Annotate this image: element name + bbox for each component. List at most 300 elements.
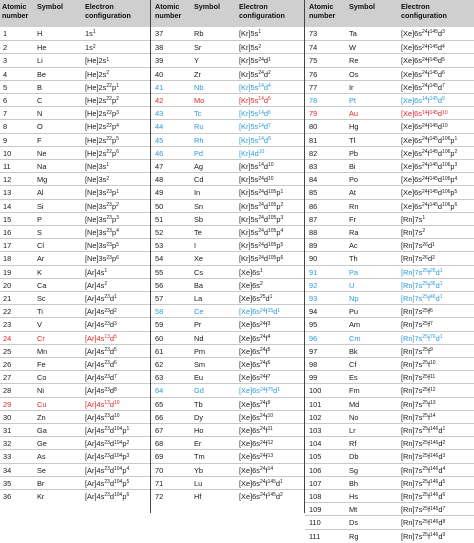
symbol-cell: Ir [349,82,354,92]
table-row [151,370,304,384]
table-row [305,463,474,477]
electron-configuration-cell: $[He]2s^{22}p^2$ [85,96,119,105]
symbol-cell: Na [37,162,47,171]
table-row [305,27,474,40]
atomic-number-cell: 84 [309,175,318,185]
table-row [151,331,304,345]
table-row [151,357,304,371]
atomic-number-cell: 10 [3,148,12,158]
table-header [305,0,474,27]
atomic-number-cell: 38 [155,43,164,53]
electron-configuration-cell: $[Ne]3s^{23}p^1$ [85,188,119,198]
table-row [305,344,474,358]
atomic-number-cell: 111 [309,531,321,541]
atomic-number-cell: 2 [3,43,8,53]
table-row [151,106,304,120]
atomic-number-cell: 16 [3,228,12,237]
symbol-cell: Ti [37,307,43,317]
header-symbol: Symbol [194,2,220,11]
table-row [0,251,150,265]
electron-configuration-cell: $[Xe]6s^{24}f^{145}d^{106}p^2$ [401,148,458,158]
electron-configuration-cell: $[Xe]6s^{24}f^{145}d^{106}p^5$ [401,188,458,198]
table-row [0,238,150,252]
electron-configuration-cell: $[Kr]5s^{14}d^7$ [239,122,271,132]
electron-configuration-cell: $[Kr]5s^{24}d^{105}p^6$ [239,254,284,264]
atomic-number-cell: 65 [155,399,164,409]
electron-configuration-cell: $[Kr]5s^{14}d^4$ [239,82,271,92]
atomic-number-cell: 64 [155,386,164,396]
symbol-cell: Nd [194,333,204,343]
electron-configuration-cell: $[Kr]5s^{24}d^{105}p^1$ [239,188,284,198]
electron-configuration-cell: $[Kr]5s^{14}d^{10}$ [239,162,274,171]
table-row [151,423,304,437]
table-row [305,225,474,239]
atomic-number-cell: 68 [155,439,164,449]
electron-configuration-cell: $[Xe]6s^{24}f^{145}d^{106}p^1$ [401,135,458,145]
symbol-cell: Nb [194,82,204,92]
atomic-number-cell: 71 [155,478,164,488]
symbol-cell: Eu [194,373,204,383]
symbol-cell: Cl [37,241,44,251]
symbol-cell: Mt [349,505,358,515]
atomic-number-cell: 14 [3,201,12,211]
atomic-number-cell: 45 [155,135,164,145]
table-row [305,423,474,437]
table-row [151,291,304,305]
symbol-cell: Mg [37,175,48,185]
electron-configuration-cell: $[Rn]7s^{25}f^9$ [401,346,433,356]
symbol-cell: Ba [194,280,204,290]
table-row [305,502,474,516]
symbol-cell: Li [37,56,43,66]
table-row [151,383,304,397]
electron-configuration-cell: $[Kr]5s^{14}d^5$ [239,96,271,105]
symbol-cell: He [37,43,47,53]
atomic-number-cell: 17 [3,241,12,251]
electron-configuration-cell: $[Xe]6s^{14}f^{145}d^9$ [401,96,445,105]
symbol-cell: Db [349,452,359,462]
column-block-2 [150,0,304,513]
electron-configuration-cell: $[Ar]4s^{23}d^3$ [85,320,117,330]
atomic-number-cell: 61 [155,346,164,356]
atomic-number-cell: 20 [3,280,12,290]
table-row [305,80,474,94]
electron-configuration-cell: $[Ne]3s^{23}p^4$ [85,228,119,237]
table-row [305,291,474,305]
symbol-cell: Sc [37,294,46,303]
header-symbol: Symbol [37,2,63,11]
atomic-number-cell: 31 [3,426,12,435]
symbol-cell: Cf [349,360,357,369]
atomic-number-cell: 104 [309,439,322,449]
electron-configuration-cell: $[Kr]5s^{24}d^{105}p^2$ [239,201,284,211]
electron-configuration-cell: $[Xe]6s^{24}f^{14}$ [239,465,274,475]
electron-configuration-cell: $[He]2s^{22}p^3$ [85,109,119,119]
table-row [0,476,150,490]
atomic-number-cell: 69 [155,452,164,462]
atomic-number-cell: 78 [309,96,318,105]
symbol-cell: Cr [37,333,45,343]
table-row [305,212,474,226]
electron-configuration-cell: $[Xe]6s^{24}f^9$ [239,399,271,409]
electron-configuration-cell: $[Ar]4s^{13}d^5$ [85,333,117,343]
table-row [151,317,304,331]
symbol-cell: Si [37,201,44,211]
header-symbol: Symbol [349,2,375,11]
symbol-cell: Pd [194,148,204,158]
atomic-number-cell: 34 [3,465,12,475]
atomic-number-cell: 96 [309,333,318,343]
electron-configuration-cell: $[Rn]7s^{26}d^2$ [401,254,435,264]
atomic-number-cell: 108 [309,492,322,501]
atomic-number-cell: 83 [309,162,318,171]
table-row [151,265,304,279]
atomic-number-cell: 30 [3,412,12,422]
electron-configuration-cell: $[Xe]6s^{24}f^{145}d^7$ [401,82,445,92]
symbol-cell: Ga [37,426,47,435]
atomic-number-cell: 67 [155,426,164,435]
electron-configuration-cell: $[Xe]6s^{14}f^{145}d^{10}$ [401,109,448,119]
table-row [0,304,150,318]
table-row [305,106,474,120]
table-row [0,331,150,345]
atomic-number-cell: 54 [155,254,164,264]
electron-configuration-cell: $[Xe]6s^{24}f^{145}d^6$ [401,69,445,79]
table-row [151,238,304,252]
electron-configuration-cell: $[Xe]6s^{24}f^7$ [239,373,271,383]
symbol-cell: As [37,452,46,462]
electron-configuration-cell: $[Rn]7s^{25}f^{146}d^7$ [401,505,446,515]
symbol-cell: Mo [194,96,205,105]
electron-configuration-cell: $[Rn]7s^{25}f^{11}$ [401,373,436,383]
symbol-cell: Rh [194,135,204,145]
electron-configuration-cell: $[Rn]7s^{25}f^{12}$ [401,386,436,396]
table-row [305,278,474,292]
atomic-number-cell: 23 [3,320,12,330]
symbol-cell: Zn [37,412,46,422]
table-row [0,357,150,371]
electron-configuration-cell: $[Xe]6s^{24}f^{145}d^{106}p^4$ [401,175,458,185]
table-row [151,172,304,186]
atomic-number-cell: 42 [155,96,164,105]
table-row [151,27,304,40]
atomic-number-cell: 85 [309,188,318,198]
electron-configuration-cell: $[Rn]7s^{25}f^{146}d^9$ [401,531,446,541]
symbol-cell: Ni [37,386,44,396]
atomic-number-cell: 102 [309,412,322,422]
atomic-number-cell: 4 [3,69,8,79]
symbol-cell: Hf [194,492,202,501]
table-row [0,40,150,54]
table-row [305,317,474,331]
table-row [305,331,474,345]
electron-configuration-cell: $[Ar]4s^{23}d^{104}p^6$ [85,492,130,501]
electron-configuration-cell: $[Ne]3s^1$ [85,162,110,171]
table-row [0,449,150,463]
atomic-number-cell: 15 [3,214,12,224]
atomic-number-cell: 41 [155,82,164,92]
electron-configuration-cell: $[Kr]4d^{10}$ [239,148,265,158]
symbol-cell: Se [37,465,47,475]
atomic-number-cell: 5 [3,82,8,92]
table-row [151,146,304,160]
atomic-number-cell: 47 [155,162,164,171]
table-row [305,529,474,543]
table-row [305,119,474,133]
electron-configuration-cell: $[Ar]4s^1$ [85,267,108,277]
symbol-cell: Re [349,56,359,66]
electron-configuration-cell: $[Rn]7s^{25}f^{146}d^2$ [401,439,446,449]
table-row [0,225,150,239]
electron-configuration-cell: $[Kr]5s^1$ [239,29,262,38]
atomic-number-cell: 91 [309,267,318,277]
electron-configuration-cell: $[Xe]6s^{24}f^{13}$ [239,452,274,462]
table-header [0,0,150,27]
electron-configuration-cell: $[He]2s^2$ [85,69,110,79]
electron-configuration-cell: $[Kr]5s^{24}d^{105}p^3$ [239,214,284,224]
atomic-number-cell: 81 [309,135,318,145]
symbol-cell: Dy [194,412,204,422]
symbol-cell: Hg [349,122,359,132]
electron-configuration-cell: $[Rn]7s^{25}f^{146}d^1$ [401,426,446,435]
symbol-cell: Ds [349,518,359,528]
symbol-cell: Bi [349,162,356,171]
electron-configuration-cell: $[Xe]6s^{24}f^{11}$ [239,426,273,435]
atomic-number-cell: 57 [155,294,164,303]
atomic-number-cell: 43 [155,109,164,119]
electron-configuration-cell: $[Ne]3s^{23}p^2$ [85,201,119,211]
atomic-number-cell: 110 [309,518,321,528]
table-row [0,119,150,133]
symbol-cell: Fe [37,360,46,369]
electron-configuration-cell: $[Rn]7s^{25}f^{146}d^4$ [401,465,446,475]
atomic-number-cell: 29 [3,399,12,409]
table-row [0,172,150,186]
electron-configuration-cell: $[Rn]7s^{25}f^{146}d^8$ [401,518,446,528]
table-row [305,93,474,107]
symbol-cell: Zr [194,69,201,79]
symbol-cell: Rn [349,201,359,211]
electron-configuration-cell: $[Ar]4s^{23}d^{104}p^3$ [85,452,130,462]
table-row [305,251,474,265]
symbol-cell: Fm [349,386,360,396]
symbol-cell: Po [349,175,359,185]
atomic-number-cell: 26 [3,360,12,369]
symbol-cell: Sn [194,201,204,211]
table-row [151,449,304,463]
table-row [151,476,304,490]
electron-configuration-cell: $[Rn]7s^{25}f^{146}d^3$ [401,452,446,462]
symbol-cell: Ne [37,148,47,158]
table-row [0,423,150,437]
table-row [0,27,150,40]
table-row [305,397,474,411]
symbol-cell: Ra [349,228,359,237]
electron-configuration-cell: $[Xe]6s^{24}f^{15}d^1$ [239,307,281,317]
atomic-number-cell: 46 [155,148,164,158]
electron-configuration-cell: $[Rn]7s^{25}f^{76}d^1$ [401,333,443,343]
atomic-number-cell: 94 [309,307,318,317]
symbol-cell: Hs [349,492,359,501]
electron-configuration-cell: $[He]2s^{22}p^5$ [85,135,119,145]
table-row [305,489,474,503]
symbol-cell: Tc [194,109,202,119]
symbol-cell: Ac [349,241,358,251]
symbol-cell: Md [349,399,360,409]
table-row [0,317,150,331]
atomic-number-cell: 97 [309,346,318,356]
table-row [0,146,150,160]
atomic-number-cell: 9 [3,135,8,145]
table-row [0,199,150,213]
table-row [305,383,474,397]
atomic-number-cell: 75 [309,56,318,66]
electron-configuration-cell: $1s^1$ [85,29,96,38]
table-row [0,106,150,120]
header-atomic-number: Atomic number [155,2,182,20]
symbol-cell: Cd [194,175,204,185]
electron-configuration-cell: $[Xe]6s^{24}f^{145}d^3$ [401,29,445,38]
table-row [0,291,150,305]
electron-configuration-cell: $[Rn]7s^{25}f^{146}d^5$ [401,478,446,488]
table-row [0,489,150,503]
symbol-cell: Am [349,320,361,330]
symbol-cell: At [349,188,356,198]
table-row [151,436,304,450]
electron-configuration-cell: $[Kr]5s^2$ [239,43,262,53]
symbol-cell: In [194,188,201,198]
table-row [0,344,150,358]
atomic-number-cell: 79 [309,109,318,119]
table-row [305,199,474,213]
symbol-cell: Bh [349,478,359,488]
atomic-number-cell: 62 [155,360,164,369]
symbol-cell: H [37,29,43,38]
symbol-cell: Pt [349,96,356,105]
table-row [0,67,150,81]
table-row [0,212,150,226]
electron-configuration-cell: $[Xe]6s^{24}f^{12}$ [239,439,274,449]
header-atomic-number: Atomic number [2,2,29,20]
symbol-cell: Pb [349,148,359,158]
atomic-number-cell: 105 [309,452,322,462]
symbol-cell: Pu [349,307,359,317]
atomic-number-cell: 98 [309,360,318,369]
table-row [151,199,304,213]
electron-configuration-cell: $[Xe]6s^{24}f^{145}d^4$ [401,43,445,53]
atomic-number-cell: 56 [155,280,164,290]
table-row [151,344,304,358]
atomic-number-cell: 100 [309,386,322,396]
atomic-number-cell: 51 [155,214,164,224]
symbol-cell: Rg [349,531,359,541]
symbol-cell: C [37,96,43,105]
table-row [151,463,304,477]
symbol-cell: Mn [37,346,48,356]
symbol-cell: Sb [194,214,204,224]
electron-configuration-cell: $[Kr]5s^{24}d^{105}p^5$ [239,241,284,251]
table-row [305,515,474,529]
symbol-cell: Au [349,109,359,119]
electron-configuration-cell: $[Ar]4s^2$ [85,280,108,290]
atomic-number-cell: 101 [309,399,322,409]
electron-configuration-cell: $[Kr]5s^{24}d^{105}p^4$ [239,228,284,237]
atomic-number-cell: 58 [155,307,164,317]
electron-configuration-cell: $[He]2s^1$ [85,56,110,66]
table-row [151,159,304,173]
symbol-cell: Ge [37,439,47,449]
table-row [151,53,304,67]
atomic-number-cell: 22 [3,307,12,317]
table-row [151,80,304,94]
table-row [0,185,150,199]
header-atomic-number: Atomic number [309,2,336,20]
table-row [305,53,474,67]
table-row [305,370,474,384]
table-row [151,251,304,265]
atomic-number-cell: 103 [309,426,322,435]
symbol-cell: Pr [194,320,202,330]
symbol-cell: Sm [194,360,206,369]
symbol-cell: Ar [37,254,45,264]
table-row [305,185,474,199]
table-row [151,212,304,226]
atomic-number-cell: 13 [3,188,12,198]
symbol-cell: B [37,82,42,92]
electron-configuration-cell: $[Kr]5s^{14}d^6$ [239,109,271,119]
symbol-cell: Es [349,373,358,383]
electron-configuration-cell: $[Kr]5s^{24}d^2$ [239,69,271,79]
atomic-number-cell: 109 [309,505,322,515]
symbol-cell: Ho [194,426,204,435]
electron-configuration-cell: $[Xe]6s^{24}f^{145}d^2$ [239,492,283,501]
electron-configuration-cell: $[Rn]7s^2$ [401,228,426,237]
table-row [305,265,474,279]
table-row [0,53,150,67]
atomic-number-cell: 76 [309,69,318,79]
table-row [0,410,150,424]
atomic-number-cell: 28 [3,386,12,396]
symbol-cell: Sg [349,465,359,475]
atomic-number-cell: 63 [155,373,164,383]
atomic-number-cell: 95 [309,320,318,330]
atomic-number-cell: 55 [155,267,164,277]
symbol-cell: Ta [349,29,357,38]
electron-configuration-cell: $[Kr]5s^{24}d^{10}$ [239,175,274,185]
electron-configuration-cell: $[Xe]6s^2$ [239,280,263,290]
electron-configuration-cell: $[Ne]3s^{23}p^3$ [85,214,119,224]
symbol-cell: U [349,280,355,290]
atomic-number-cell: 93 [309,294,318,303]
symbol-cell: Rf [349,439,357,449]
atomic-number-cell: 88 [309,228,318,237]
electron-configuration-cell: $[Xe]6s^{24}f^6$ [239,360,271,369]
column-block-1 [0,0,150,513]
electron-configuration-cell: $[Ne]3s^{23}p^6$ [85,254,119,264]
symbol-cell: Yb [194,465,204,475]
electron-configuration-cell: $[Rn]7s^1$ [401,214,426,224]
table-row [151,489,304,503]
atomic-number-cell: 50 [155,201,164,211]
symbol-cell: O [37,122,43,132]
table-row [0,93,150,107]
table-row [151,397,304,411]
atomic-number-cell: 87 [309,214,318,224]
atomic-number-cell: 11 [3,162,11,171]
atomic-number-cell: 52 [155,228,164,237]
symbol-cell: Tm [194,452,205,462]
atomic-number-cell: 73 [309,29,318,38]
